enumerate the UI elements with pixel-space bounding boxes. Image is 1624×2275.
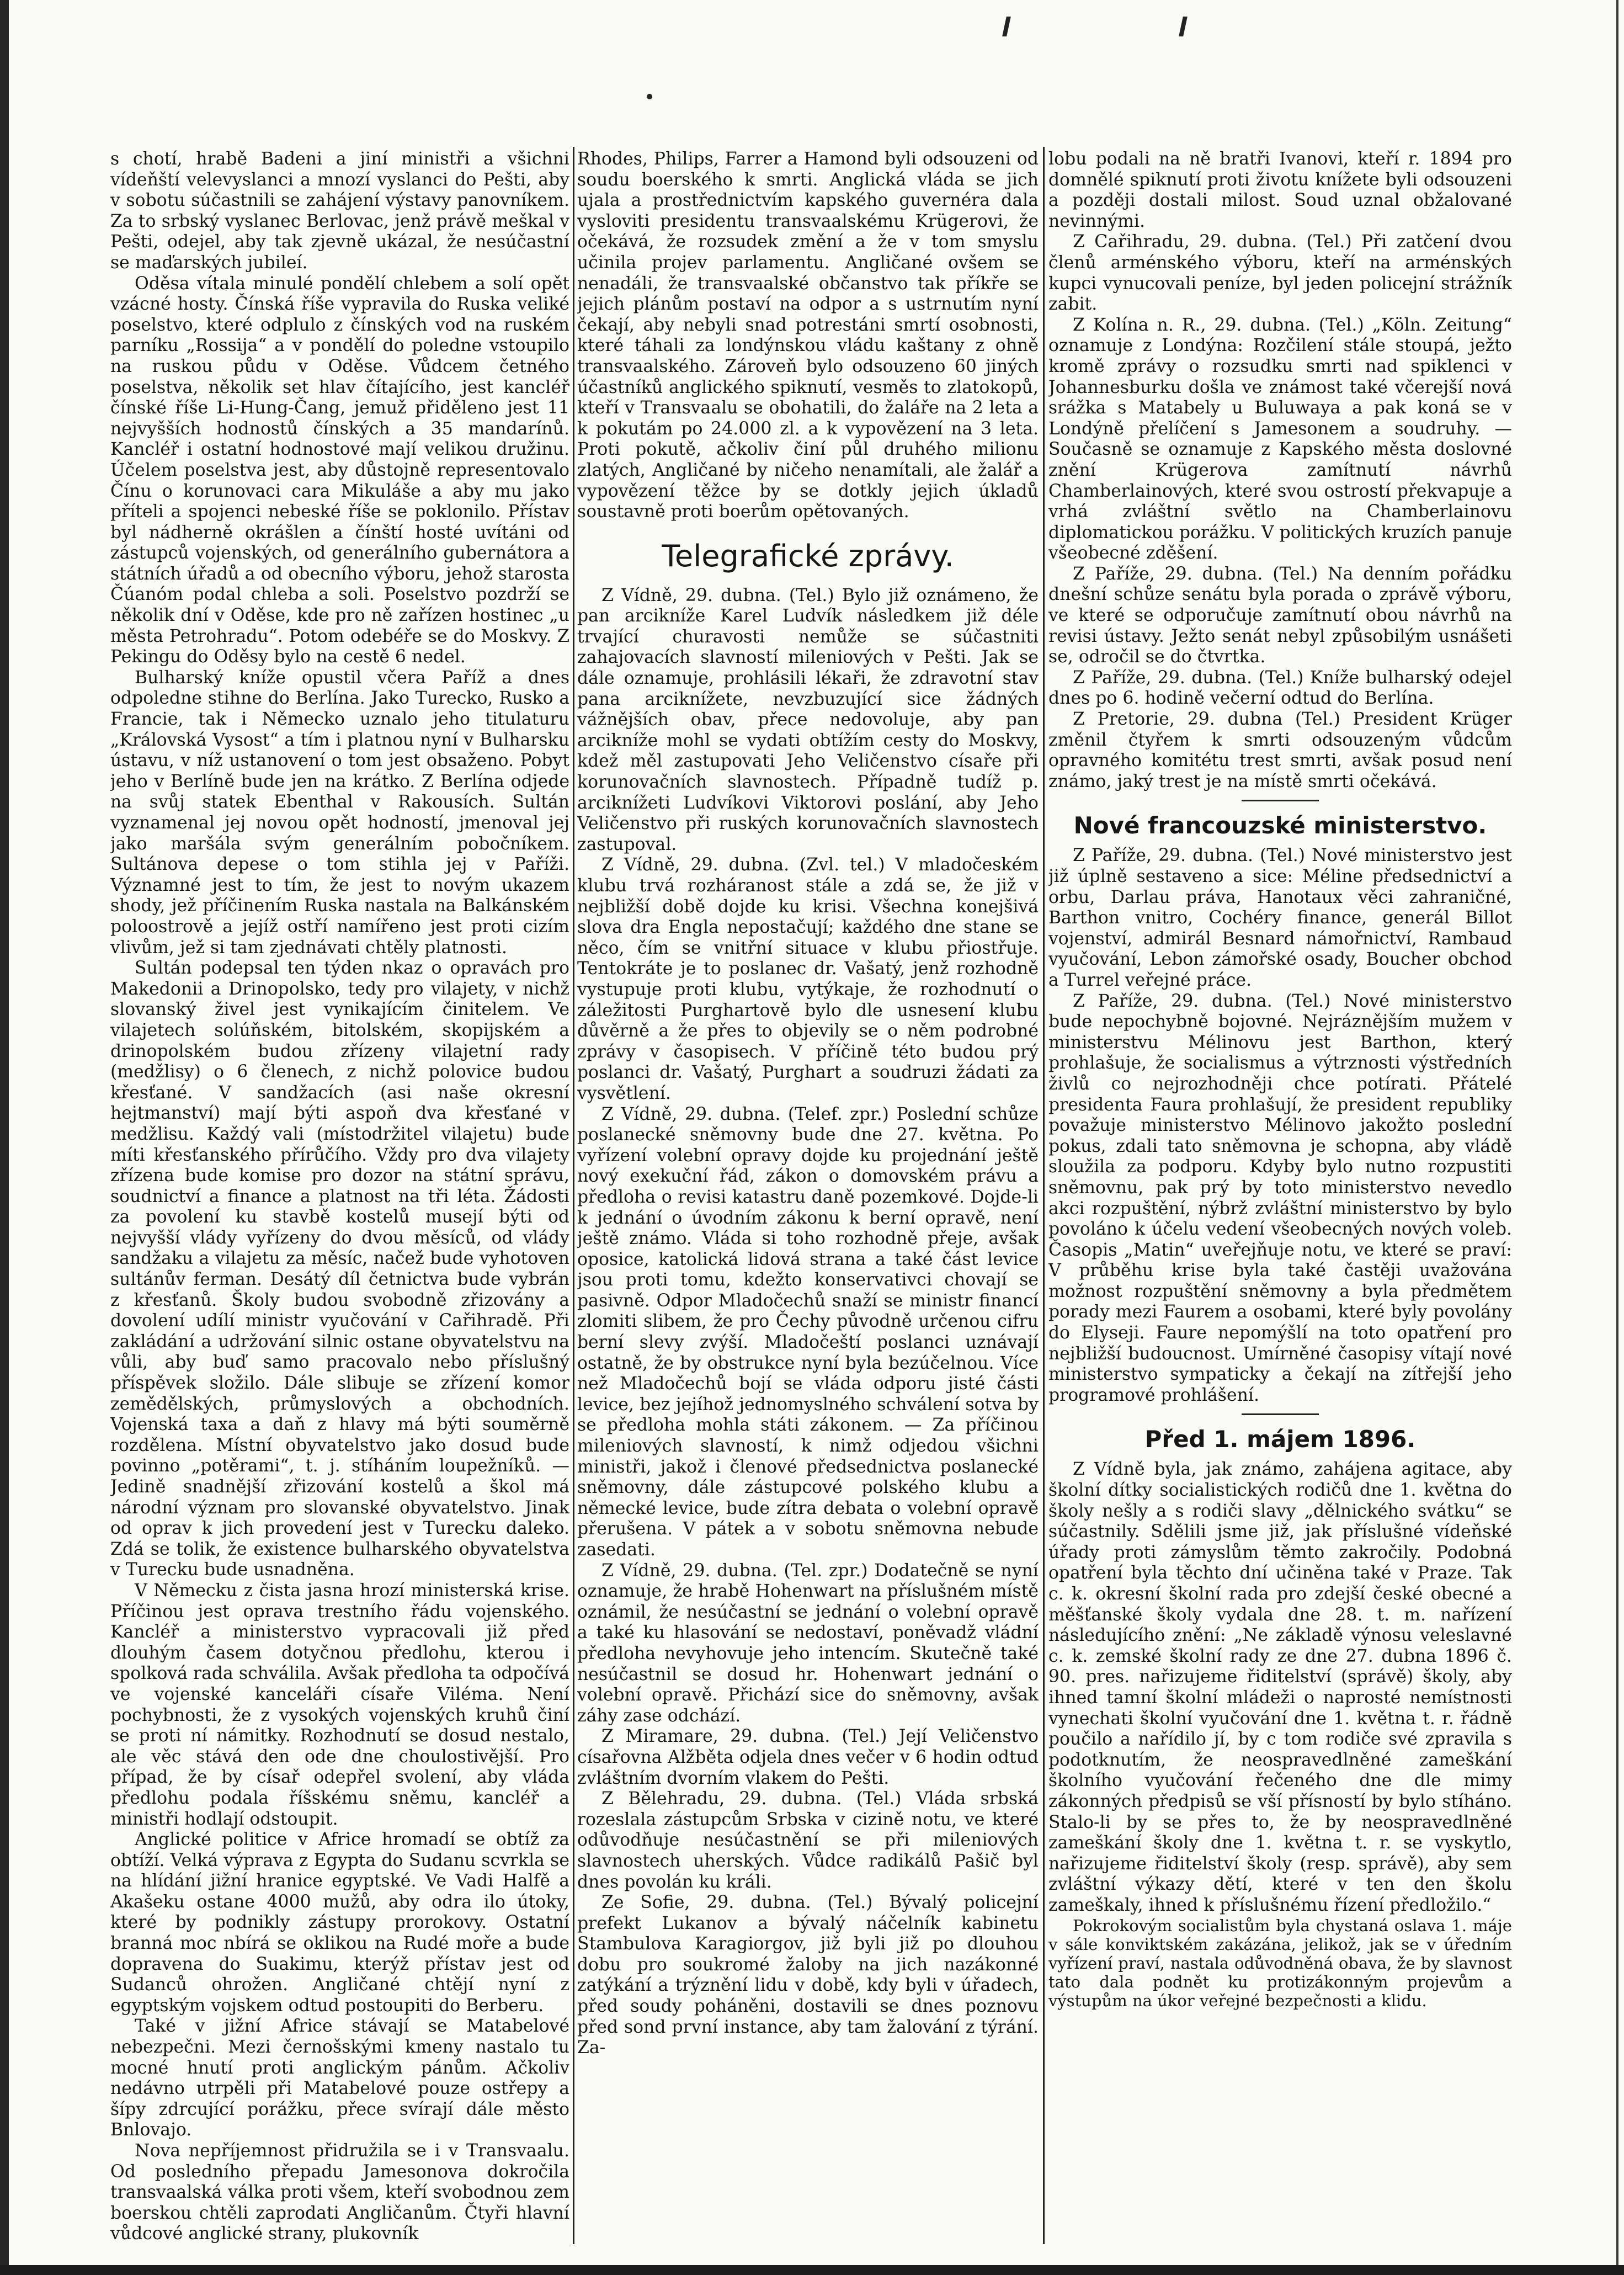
- telegram-item: Z Miramare, 29. dubna. (Tel.) Její Veličenstvo císařovna Alžběta odjela dnes večer v 6 hodin odtud zvláštním dvorním vlakem do Pešti.: [577, 1726, 1039, 1788]
- article-paragraph: Bulharský kníže opustil včera Paříž a dnes odpoledne stihne do Berlína. Jako Turecko, Rusko a Francie, tak i Německo uznalo jeho titulaturu „Královská Vysost“ a tím i platnou nyní v Bulharsku ústavu, v níž ustanovení o tom jest obsaženo. Pobyt jeho v Berlíně bude jen na krátko. Z Berlína odjede na svůj statek Ebenthal v Rakousích. Sultán vyznamenal jej novou opět hodností, jmenoval jej jako maršála svým generálním pobočníkem. Sultánova depese o tom stihla jej v Paříži. Významné jest to tím, že jest to novým ukazem shody, jež příčinením Ruska nastala na Balkánském poloostrově a jejíž ostří namířeno jest proti cizím vlivům, jež si tam zjednávati chtěly platnosti.: [110, 667, 569, 958]
- article-paragraph: Pokrokovým socialistům byla chystaná oslava 1. máje v sále konviktském zakázána, jelikož, jak se v úředním vyřízení praví, nastala odůvodněná obava, že by slavnost tato dala podnět ku protizákonným projevům a výstupům na úkor veřejné bezpečnosti a klidu.: [1048, 1916, 1512, 2010]
- scan-speck: [647, 94, 652, 99]
- section-divider: [1242, 800, 1319, 801]
- section-divider: [1242, 1413, 1319, 1415]
- telegram-item: Ze Sofie, 29. dubna. (Tel.) Bývalý policejní prefekt Lukanov a bývalý náčelník kabinetu Stambulova Karagiorgov, již byli již po dlouhou dobu pro soukromé žaloby na jich nazákonné zatýkání a trýznění lidu v době, kdy byli v úřadech, před soudy poháněni, dostavili se dnes poznovu před sond první instance, aby tam žalování z týrání. Za-: [577, 1893, 1039, 2058]
- scan-border-bottom: [0, 2265, 1624, 2275]
- telegram-item: Z Kolína n. R., 29. dubna. (Tel.) „Köln. Zeitung“ oznamuje z Londýna: Rozčilení stále stoupá, ježto kromě zprávy o rozsudku smrti nad spiklenci v Johannesburku došla ve známost také včerejší nová srážka s Matabely u Buluwaya a pak koná se v Londýně přelíčení s Jamesonem a soudruhy. — Současně se oznamuje z Kapského města doslovné znění Krügerova zamítnutí návrhů Chamberlainových, které svou ostrostí překvapuje a vrhá zvláštní světlo na Chamberlainovu diplomatickou porážku. V politických kruzích panuje všeobecné zděšení.: [1048, 315, 1512, 564]
- scan-mark: [1002, 17, 1011, 36]
- article-paragraph: Anglické politice v Africe hromadí se obtíž za obtíží. Velká výprava z Egypta do Sudanu scvrkla se na hlídání jižní hranice egyptské. Ve Vadi Halfě a Akašeku ostane 4000 mužů, aby odra ilo útoky, které by podnikly zástupy prorokovy. Ostatní branná moc nbírá se oklikou na Rudé moře a bude dopravena do Suakimu, kterýž přístav jest od Sudanců ohrožen. Angličané chtějí nyní z egyptským vojskem odtud postoupiti do Berberu.: [110, 1830, 569, 2016]
- telegram-item: Z Vídně, 29. dubna. (Zvl. tel.) V mladočeském klubu trvá rozháranost stále a zdá se, že již v nejbližší době dojde ku krisi. Všechna konejšivá slova dra Engla nepostačují; každého dne stane se něco, čím se vnitřní situace v klubu přiostřuje. Tentokráte je to poslanec dr. Vašatý, jenž rozhodně vystupuje proti klubu, vytýkaje, že rozhodnutí o záležitosti Purghartově bylo dle usnesení klubu důvěrně a že přes to objevily se o něm podrobné zprávy v časopisech. V příčině této budou prý poslanci dr. Vašatý, Purghart a soudruzi žádati za vysvětlení.: [577, 855, 1039, 1103]
- section-heading-may-day: Před 1. májem 1896.: [1144, 1426, 1416, 1453]
- column-2: [577, 149, 1039, 2252]
- scan-border-left: [0, 0, 9, 2275]
- column-1: [110, 149, 569, 2252]
- section-heading-telegrams: Telegrafické zprávy.: [662, 538, 954, 573]
- telegram-item: Z Pretorie, 29. dubna (Tel.) President Krüger změnil čtyřem k smrti odsouzeným vůdcům opravného komitétu trest smrti, avšak posud není známo, jaký trest je na místě smrti očekává.: [1048, 709, 1512, 791]
- section-heading-ministry: Nové francouzské ministerstvo.: [1073, 812, 1487, 839]
- telegram-item: Z Vídně, 29. dubna. (Telef. zpr.) Poslední schůze poslanecké sněmovny bude dne 27. května. Po vyřízení volební opravy dojde ku projednání ještě nový exekuční řád, zákon o domovském právu a předloha o revisi katastru daně pozemkové. Dojde-li k jednání o úvodním zákonu k berní opravě, není ještě známo. Vláda si toho rozhodně přeje, avšak oposice, katolická lidová strana a také část levice jsou proti tomu, kdežto konservativci chovají se pasivně. Odpor Mladočechů snaží se ministr financí zlomiti slibem, že pro Čechy původně určenou cifru berní slevy zvýší. Mladočeští poslanci uznávají ostatně, že by obstrukce nyní byla bezúčelnou. Více než Mladočechů bojí se vláda odporu jisté části levice, bez jejíhož jednomyslného schválení sotva by se předloha mohla státi zákonem. — Za příčinou mileniových slavností, k nimž odjedou všichni ministři, jakož i členové předsednictva poslanecké sněmovny, dále zástupcové polského klubu a německé levice, bude zítra debata o volební opravě přerušena. V pátek a v sobotu sněmovna nebude zasedati.: [577, 1104, 1039, 1560]
- telegram-item: Z Paříže, 29. dubna. (Tel.) Kníže bulharský odejel dnes po 6. hodině večerní odtud do Berlína.: [1048, 667, 1512, 709]
- scan-mark: [1179, 17, 1188, 36]
- scan-edge-right: [1616, 0, 1618, 2275]
- article-paragraph: lobu podali na ně bratři Ivanovi, kteří r. 1894 pro domnělé spiknutí proti životu knížete byli odsouzeni a později dostali milost. Soud uznal obžalované nevinnými.: [1048, 149, 1512, 231]
- article-paragraph: Sultán podepsal ten týden nkaz o opravách pro Makedonii a Drinopolsko, tedy pro vilajety, v nichž slovanský živel jest vynikajícím činitelem. Ve vilajetech solúňském, bitolském, skopijském a drinopolském budou zřízeny vilajetní rady (medžlisy) o 6 členech, z nichž polovice budou křesťané. V sandžacích (asi naše okresní hejtmanství) mají býti aspoň dva křesťané v medžlisu. Každý vali (místodržitel vilajetu) bude míti křesťanského přírůčího. Vždy pro dva vilajety zřízena bude komise pro dozor na státní správu, soudnictví a finance a platnost na tři léta. Žádosti za povolení ku stavbě kostelů musejí býti od nejvyšší vlády vyřízeny do dvou měsíců, od vlády sandžaku a vilajetu za měsíc, načež bude vyhotoven sultánův ferman. Desátý díl četnictva bude vybrán z křesťanů. Školy budou svobodně zřizovány a dovolení udílí ministr vyučování v Cařihradě. Při zakládání a udržování silnic ostane obyvatelstvu na vůli, aby buď samo pracovalo nebo příslušný příspěvek složilo. Dále slibuje se zřízení komor zemědělských, průmyslových a obchodních. Vojenská taxa a daň z hlavy má býti souměrně rozdělena. Místní obyvatelstvo jako dosud bude povinno „potěrami“, t. j. stíháním loupežníků. — Jedině snadnější zřizování kostelů a škol má národní význam pro slovanské obyvatelstvo. Jinak od oprav k jich provedení jest v Turecku daleko. Zdá se tolik, že existence bulharského obyvatelstva v Turecku bude usnadněna.: [110, 958, 569, 1580]
- telegram-item: Z Vídně, 29. dubna. (Tel. zpr.) Dodatečně se nyní oznamuje, že hrabě Hohenwart na příslušném místě oznámil, že nesúčastní se jednání o volební opravě a také ku hlasování se nedostaví, poněvadž vládní předloha nevyhovuje jeho intencím. Skutečně také nesúčastnil se dosud hr. Hohenwart jednání o volební opravě. Přichází sice do sněmovny, avšak záhy zase odchází.: [577, 1560, 1039, 1726]
- column-rule: [573, 147, 574, 2244]
- article-paragraph: Oděsa vítala minulé pondělí chlebem a solí opět vzácné hosty. Čínská říše vypravila do Ruska veliké poselstvo, které odplulo z čínských vod na ruském parníku „Rossija“ a v pondělí do poledne vstoupilo na ruskou půdu v Oděse. Vůdcem četného poselstva, několik set hlav čítajícího, jest kancléř čínské říše Li-Hung-Čang, jemuž přiděleno jest 11 nejvyšších hodnostů čínských a 35 mandarínů. Kancléř i ostatní hodnostové mají velikou družinu. Účelem poselstva jest, aby důstojně representovalo Čínu o korunovaci cara Mikuláše a aby mu jako příteli a spojenci nebeské říše se poklonilo. Přístav byl nádherně okrášlen a čínští hosté uvítáni od zástupců vojenských, od generálního gubernátora a státních úřadů a od obecního výboru, jehož starosta Čúanóm podal chleba a soli. Poselstvo pozdrží se několik dní v Oděse, kde pro ně zařízen hostinec „u města Petrohradu“. Potom odebéře se do Moskvy. Z Pekingu do Oděsy bylo na cestě 6 nedel.: [110, 273, 569, 667]
- article-paragraph: Nova nepříjemnost přidružila se i v Transvaalu. Od posledního přepadu Jamesonova dokročila transvaalská válka proti všem, kteří svobodnou zem boerskou chtěli zaprodati Angličanům. Čtyři hlavní vůdcové anglické strany, plukovník: [110, 2141, 569, 2244]
- article-paragraph: s chotí, hrabě Badeni a jiní ministři a všichni vídeňští velevyslanci a mnozí vyslanci do Pešti, aby v sobotu súčastnili se zahájení výstavy panovníkem. Za to srbský vyslanec Berlovac, jenž právě meškal v Pešti, odejel, aby tak zjevně ukázal, že nesúčastní se maďarských jubileí.: [110, 149, 569, 273]
- column-rule: [1043, 147, 1045, 2244]
- telegram-item: Z Cařihradu, 29. dubna. (Tel.) Při zatčení dvou členů arménského výboru, kteří na arménských kupci vynucovali peníze, byl jeden policejní strážník zabit.: [1048, 232, 1512, 315]
- telegram-item: Z Vídně, 29. dubna. (Tel.) Bylo již oznámeno, že pan arcikníže Karel Ludvík následkem již déle trvající churavosti nemůže se súčastniti zahajovacích slavností mileniových v Pešti. Jak se dále oznamuje, prohlásili lékaři, že zdravotní stav pana arciknížete, nevzbuzující sice žádných vážnějších obav, přece nedovoluje, aby pan arcikníže mohl se vydati obtížím cesty do Moskvy, kdež měl zastupovati Jeho Veličenstvo císaře při korunovačních slavnostech. Případně tudíž p. arciknížeti Ludvíkovi Viktorovi poslání, aby Jeho Veličenstvo při ruských korunovačních slavnostech zastupoval.: [577, 585, 1039, 854]
- article-paragraph: Také v jižní Africe stávají se Matabelové nebezpečni. Mezi černošskými kmeny nastalo tu mocné hnutí proti anglickým pánům. Ačkoliv nedávno utrpěli při Matabelové pouze ostřepy a šípy zdrcující porážku, přece svírají dále město Bnlovajo.: [110, 2016, 569, 2140]
- article-paragraph: V Německu z čista jasna hrozí ministerská krise. Příčinou jest oprava trestního řádu vojenského. Kancléř a ministerstvo vypracovali již před dlouhým časem dotyčnou předlohu, kterou i spolková rada schválila. Avšak předloha ta odpočívá ve vojenské kanceláři císaře Viléma. Není pochybnosti, že z vysokých vojenských kruhů činí se proti ní námitky. Rozhodnutí se dosud nestalo, ale věc stává den ode dne choulostivější. Pro případ, že by císař odepřel svolení, aby vláda předlohu podala říšskému sněmu, kancléř a ministři hodlají odstoupit.: [110, 1580, 569, 1829]
- article-paragraph: Z Vídně byla, jak známo, zahájena agitace, aby školní dítky socialistických rodičů dne 1. května do školy nešly a s rodiči slavy „dělnického svátku“ se súčastnily. Sdělili jsme již, jak příslušné vídeňské úřady proti zámyslům těmto zakročily. Podobná opatření byla těchto dní učiněna také v Praze. Tak c. k. okresní školní rada pro zdejší české obecné a měšťanské školy vydala dne 28. t. m. nařízení následujícího znění: „Ne základě výnosu veleslavné c. k. zemské školní rady ze dne 27. dubna 1896 č. 90. pres. nařizujeme řiditelství (správě) školy, aby ihned tamní školní mládeži o naprosté nemístnosti vynechati školní vyučování dne 1. května t. r. řádně poučilo a nařídilo jí, by c tom rodiče své zpravila s podotknutím, že neospravedlněné zameškání školního vyučování řečeného dne dle mimy zákonných předpisů se vší přísností by bylo stíháno. Stalo-li by se přes to, že by neospravedlněné zameškání školy dne 1. května t. r. se vyskytlo, nařizujeme řiditelství školy (resp. správě), aby sem zvláštní výkazy dětí, které v ten den školu zameškaly, ihned k příslušnému řízení předložilo.“: [1048, 1459, 1512, 1915]
- column-3: [1048, 149, 1512, 2252]
- telegram-item: Z Bělehradu, 29. dubna. (Tel.) Vláda srbská rozeslala zástupcům Srbska v cizině notu, ve které odůvodňuje nesúčastnění se při mileniových slavnostech uherských. Vůdce radikálů Pašič byl dnes povolán ku králi.: [577, 1789, 1039, 1892]
- article-paragraph: Rhodes, Philips, Farrer a Hamond byli odsouzeni od soudu boerského k smrti. Anglická vláda se jich ujala a prostřednictvím kapského guvernéra dala vysloviti presidentu transvaalskému Krügerovi, že očekává, že rozsudek změní a že v tom smyslu učinila projev parlamentu. Angličané ovšem se nenadáli, že transvaalské občanstvo tak příkře se jejich plánům postaví na odpor a s ustrnutím nyní čekají, aby nebyli snad potrestáni smrtí osobnosti, které táhali za londýnskou vládu kaštany z ohně transvaalského. Zároveň bylo odsouzeno 60 jiných účastníků anglického spiknutí, vesměs to zlatokopů, kteří v Transvaalu se obohatili, do žaláře na 2 leta a k pokutám po 24.000 zl. a k vypovězení na 3 leta. Proti pokutě, ačkoliv činí půl druhého milionu zlatých, Angličané by ničeho nenamítali, ale žalář a vypovězení těžce by se dotkly jejich úkladů soustavně proti boerům opětovaných.: [577, 149, 1039, 522]
- telegram-item: Z Paříže, 29. dubna. (Tel.) Nové ministerstvo bude nepochybně bojovné. Nejráznějším mužem v ministerstvu Mélinovu jest Barthon, který prohlašuje, že socialismus a výtrznosti výstředních živlů co nejrozhodněji chce potírati. Přátelé presidenta Faura prohlašují, že president republiky považuje ministerstvo Mélinovo jakožto poslední pokus, zdali tato sněmovna je schopna, aby vládě sloužila za podporu. Kdyby bylo nutno rozpustiti sněmovnu, pak prý by toto ministerstvo nevedlo akci rozpuštění, nýbrž zvláštní ministerstvo by bylo povoláno k účelu vedení všeobecných nových voleb. Časopis „Matin“ uveřejňuje notu, ve které se praví: V průběhu krise byla také častěji uvažována možnost rozpuštění sněmovny a byla předmětem porady mezi Faurem a osobami, které byly povolány do Elyseji. Faure nepomýšlí na toto opatření pro nejbližší budoucnost. Umírněné časopisy vítají nové ministerstvo sympaticky a čekají na zítřejší jeho programové prohlášení.: [1048, 991, 1512, 1405]
- telegram-item: Z Paříže, 29. dubna. (Tel.) Nové ministerstvo jest již úplně sestaveno a sice: Méline předsednictví a orbu, Darlau práva, Hanotaux věci zahraničné, Barthon vnitro, Cochéry finance, generál Billot vojenství, admirál Besnard námořnictví, Rambaud vyučování, Lebon zámořské osady, Boucher obchod a Turrel veřejné práce.: [1048, 846, 1512, 990]
- telegram-item: Z Paříže, 29. dubna. (Tel.) Na denním pořádku dnešní schůze senátu byla porada o zprávě výboru, ve které se odporučuje zamítnutí obou návrhů na revisi ústavy. Ježto senát nebyl způsobilým usnášeti se, odročil se do čtvrtka.: [1048, 564, 1512, 667]
